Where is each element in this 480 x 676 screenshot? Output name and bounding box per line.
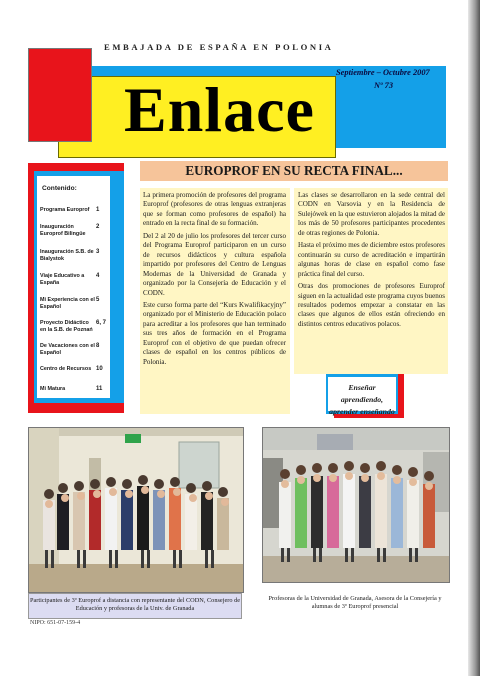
article-headline: EUROPROF EN SU RECTA FINAL...: [185, 163, 403, 178]
article-paragraph: Del 2 al 20 de julio los profesores del tercer curso del Programa Europrof participaron en un curso de recursos didácticos y cultura española impartido por profesores del Centro de Lenguas Modernas de la Universidad de Granada y organizado por la Consejería de Educación y el CODN.: [143, 231, 286, 297]
toc-item-page: 1: [96, 207, 100, 213]
quote-line: Enseñar aprendiendo,: [340, 383, 384, 404]
toc-item-page: 10: [96, 366, 103, 372]
article-paragraph: Hasta el próximo mes de diciembre estos profesores continuarán su curso de acreditación e impartirán algunas horas de clase en español como fase práctica final del curso.: [298, 241, 445, 278]
issue-date: Septiembre – Octubre 2007: [336, 68, 430, 77]
toc-item-label[interactable]: Programa Europrof: [40, 207, 90, 213]
page-edge-shadow: [468, 0, 480, 676]
article-column-left: [140, 188, 290, 414]
toc-item-page: 8: [96, 343, 100, 349]
issue-number: Nº 73: [374, 81, 394, 90]
newsletter-title: Enlace: [124, 74, 315, 145]
toc-item-label[interactable]: Proyecto Didáctico en la S.B. de Poznań: [40, 320, 93, 334]
toc-item-page: 11: [96, 386, 103, 392]
article-column-right: [294, 188, 448, 374]
embassy-name: EMBAJADA DE ESPAÑA EN POLONIA: [104, 42, 334, 52]
toc-item-page: 6, 7: [96, 320, 107, 326]
toc-item-label[interactable]: Mi Matura: [40, 386, 66, 392]
quote-text: [329, 382, 395, 418]
toc-item-label[interactable]: Centro de Recursos: [40, 366, 92, 372]
toc-item-page: 5: [96, 297, 100, 303]
toc-item-page: 4: [96, 273, 100, 279]
photo-caption-1: Participantes de 3º Europrof a distancia con representante del CODN, Consejero de Educación y profesoras de la Univ. de Granada: [28, 593, 242, 619]
quote-line: aprender enseñando: [329, 407, 395, 416]
group-photo-hall-illustration: [29, 428, 243, 592]
toc-title: Contenido:: [42, 185, 77, 192]
article-paragraph: Las clases se desarrollaron en la sede central del CODN en Varsovia y en la Residencia de Sulejówek en la que estuvieron alojados la mitad de los más de 50 profesores participantes procedentes de otras regiones de Polonia.: [298, 191, 445, 237]
article-paragraph: La primera promoción de profesores del programa Europrof (profesores de otras lenguas extranjeras que se forman como profesores de español) ha entrado en la recta final de su formación.: [143, 191, 286, 228]
photo-caption-2: Profesoras de la Universidad de Granada, Asesora de la Consejería y alumnas de 3º Europrof presencial: [268, 595, 442, 611]
group-photo-hall: [28, 427, 244, 593]
toc-item-label[interactable]: Viaje Educativo a España: [40, 273, 85, 287]
group-photo-classroom: [262, 427, 450, 583]
article-paragraph: Este curso forma parte del “Kurs Kwalifikacyjny” organizado por el Ministerio de Educación polaco para acreditar a los profesores que han terminado sus tres años de formación en el Programa Europrof con el objetivo de que puedan ofrecer clases de español en los centros públicos de Polonia.: [143, 300, 286, 366]
toc-item-label[interactable]: Inauguración S.B. de Bialystok: [40, 249, 94, 263]
masthead-red-block: [28, 48, 92, 142]
nipo-code: NIPO: 651-07-159-4: [30, 620, 81, 626]
group-photo-classroom-illustration: [263, 428, 449, 582]
toc-item-label[interactable]: De Vacaciones con el Español: [40, 343, 95, 357]
toc-item-page: 3: [96, 249, 100, 255]
toc-item-label[interactable]: Inauguración Europrof Bilingüe: [40, 224, 86, 238]
toc-item-label[interactable]: Mi Experiencia con el Español: [40, 297, 95, 311]
toc-item-page: 2: [96, 224, 100, 230]
article-paragraph: Otras dos promociones de profesores Europrof siguen en la actualidad este programa cuyos buenos resultados podemos empezar a constatar en las clases que algunos de ellos están ofreciendo en distintos centros educativos polacos.: [298, 282, 445, 328]
